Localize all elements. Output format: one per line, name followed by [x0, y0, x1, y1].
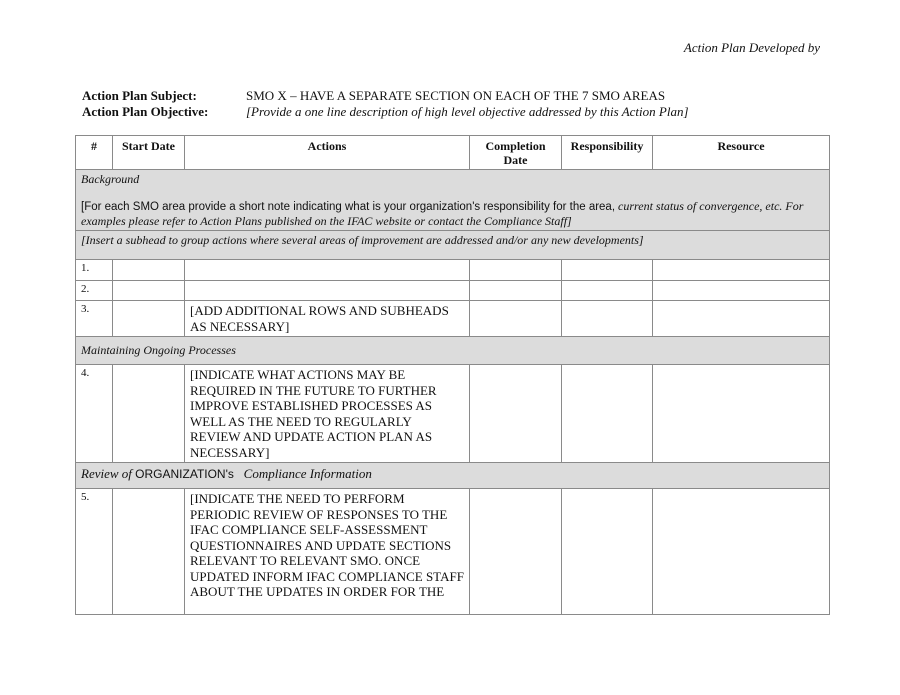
table-row: [76, 281, 830, 301]
col-header-completion-date: Completion Date: [470, 136, 562, 170]
table-row: [76, 365, 830, 463]
row-number: 2.: [76, 281, 113, 301]
completion-date-cell[interactable]: [470, 365, 562, 463]
start-date-cell[interactable]: [113, 260, 185, 281]
review-organization: ORGANIZATION's: [135, 467, 234, 481]
col-header-number: #: [76, 136, 113, 170]
resource-cell[interactable]: [653, 260, 830, 281]
responsibility-cell[interactable]: [562, 260, 653, 281]
background-title: Background: [81, 172, 140, 186]
action-cell[interactable]: [INDICATE THE NEED TO PERFORM PERIODIC REVIEW OF RESPONSES TO THE IFAC COMPLIANCE SELF-ASSESSMENT QUESTIONNAIRES AND UPDATE SECTIONS RELEVANT TO RELEVANT SMO. ONCE UPDATED INFORM IFAC COMPLIANCE STAFF ABOUT THE UPDATES IN ORDER FOR THE: [185, 489, 470, 615]
background-row: [76, 170, 830, 231]
responsibility-cell[interactable]: [562, 489, 653, 615]
row-number: 1.: [76, 260, 113, 281]
col-header-actions: Actions: [185, 136, 470, 170]
section-title-review: [76, 463, 830, 489]
action-plan-table: [75, 135, 830, 615]
table-row: [76, 489, 830, 615]
completion-date-cell[interactable]: [470, 301, 562, 337]
subject-block: [82, 88, 689, 120]
table-row: [76, 301, 830, 337]
col-header-start-date: Start Date: [113, 136, 185, 170]
responsibility-cell[interactable]: [562, 301, 653, 337]
row-number: 3.: [76, 301, 113, 337]
subhead-note: [Insert a subhead to group actions where several areas of improvement are addressed and/or any new developments]: [76, 231, 830, 260]
developed-by-label: Action Plan Developed by: [683, 40, 820, 55]
action-cell[interactable]: [185, 281, 470, 301]
resource-cell[interactable]: [653, 489, 830, 615]
section-row-ongoing: [76, 337, 830, 365]
row-number: 5.: [76, 489, 113, 615]
review-prefix: Review of: [81, 466, 136, 481]
completion-date-cell[interactable]: [470, 489, 562, 615]
resource-cell[interactable]: [653, 281, 830, 301]
col-header-responsibility: Responsibility: [562, 136, 653, 170]
objective-value: [Provide a one line description of high level objective addressed by this Action Plan]: [246, 104, 689, 119]
background-note-end: current status of convergence, etc. For examples please refer to Action Plans published on the IFAC website or contact the Compliance Staff]: [81, 199, 804, 228]
action-cell[interactable]: [185, 260, 470, 281]
responsibility-cell[interactable]: [562, 281, 653, 301]
row-number: 4.: [76, 365, 113, 463]
subject-label: Action Plan Subject:: [82, 88, 197, 103]
completion-date-cell[interactable]: [470, 260, 562, 281]
background-cell: [76, 170, 830, 231]
action-cell[interactable]: [INDICATE WHAT ACTIONS MAY BE REQUIRED IN THE FUTURE TO FURTHER IMPROVE ESTABLISHED PROCESSES AS WELL AS THE NEED TO REGULARLY REVIEW AND UPDATE ACTION PLAN AS NECESSARY]: [185, 365, 470, 463]
start-date-cell[interactable]: [113, 281, 185, 301]
completion-date-cell[interactable]: [470, 281, 562, 301]
action-cell[interactable]: [ADD ADDITIONAL ROWS AND SUBHEADS AS NECESSARY]: [185, 301, 470, 337]
start-date-cell[interactable]: [113, 301, 185, 337]
section-title-ongoing: Maintaining Ongoing Processes: [76, 337, 830, 365]
background-note-start: [For each SMO area provide a short note indicating what is your organization's responsibility for the area,: [81, 201, 616, 213]
section-row-review: [76, 463, 830, 489]
objective-row: [82, 104, 689, 120]
background-note: [81, 199, 824, 228]
review-suffix: Compliance Information: [233, 466, 372, 481]
start-date-cell[interactable]: [113, 365, 185, 463]
start-date-cell[interactable]: [113, 489, 185, 615]
responsibility-cell[interactable]: [562, 365, 653, 463]
objective-label: Action Plan Objective:: [82, 104, 209, 119]
subject-value: SMO X – HAVE A SEPARATE SECTION ON EACH OF THE 7 SMO AREAS: [246, 88, 666, 103]
col-header-resource: Resource: [653, 136, 830, 170]
header-row: [76, 136, 830, 170]
resource-cell[interactable]: [653, 301, 830, 337]
resource-cell[interactable]: [653, 365, 830, 463]
subhead-row: [76, 231, 830, 260]
subject-row: [82, 88, 689, 104]
table-row: [76, 260, 830, 281]
